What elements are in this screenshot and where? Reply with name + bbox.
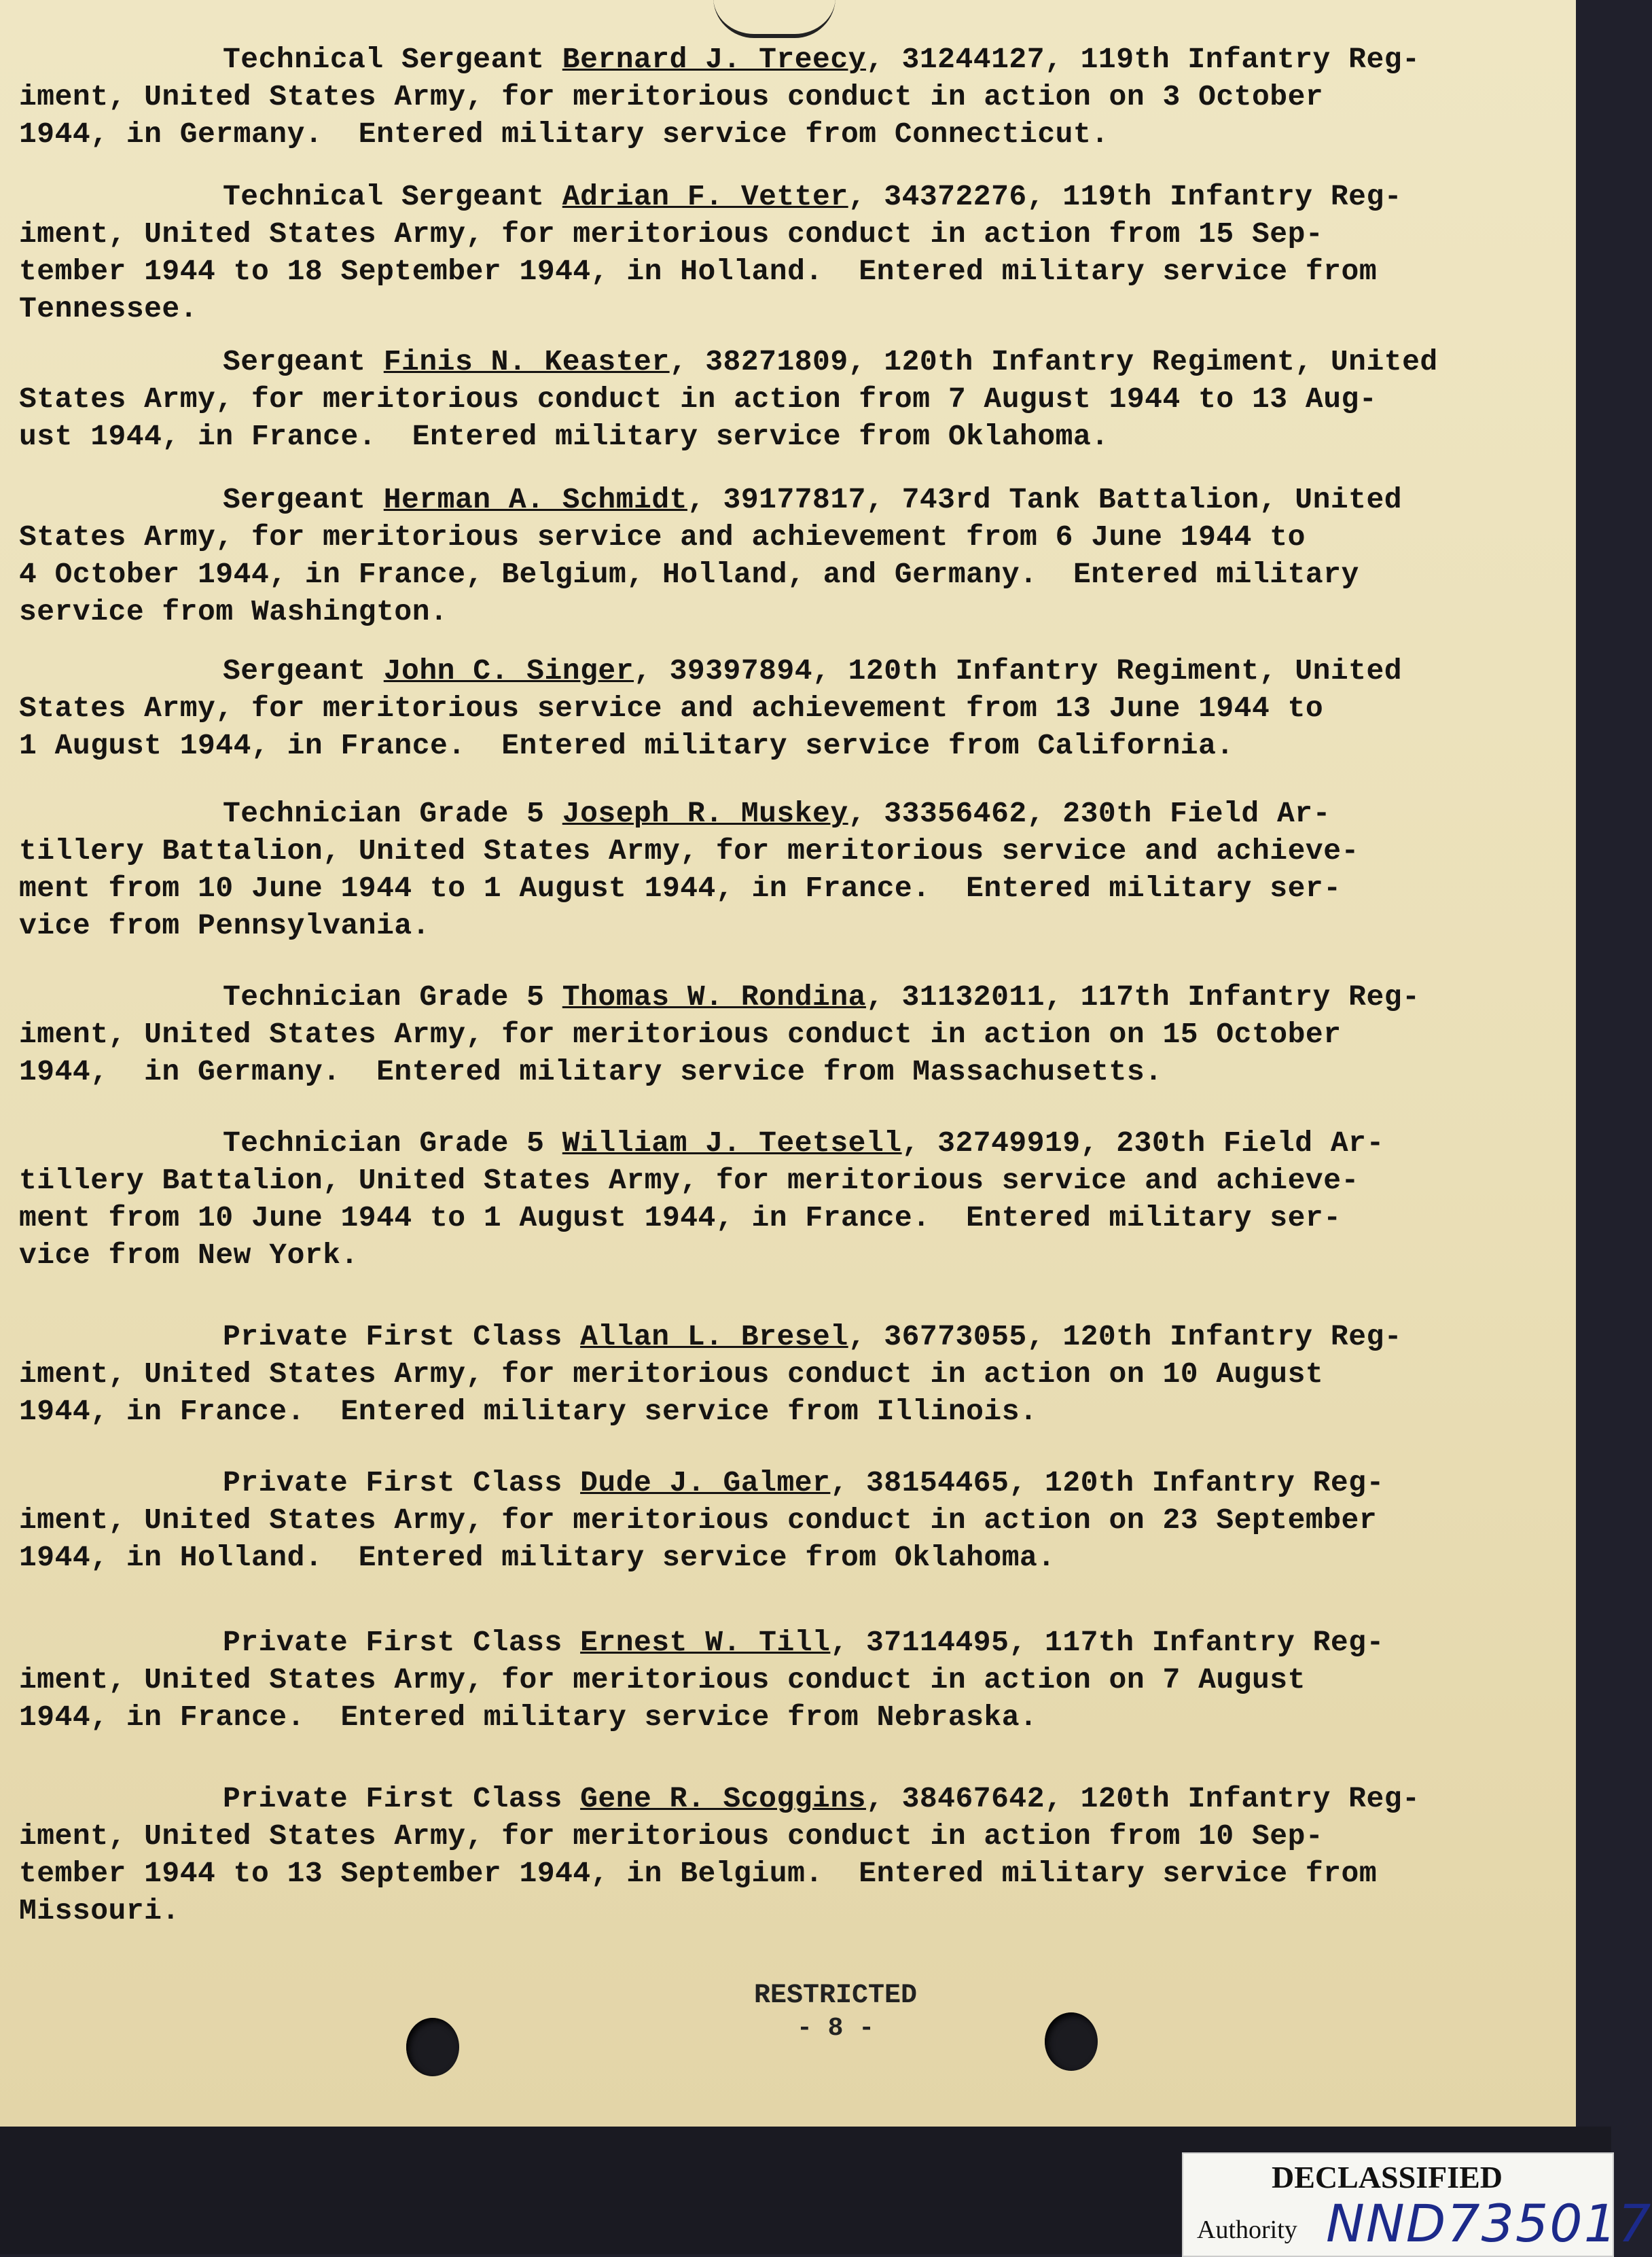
citation-soldier-name: Thomas W. Rondina	[562, 980, 866, 1014]
citation-first-line	[19, 178, 1418, 215]
citation-rank: Sergeant	[223, 345, 384, 378]
citation-soldier-name: Herman A. Schmidt	[383, 483, 687, 516]
punch-hole-left	[406, 2018, 459, 2076]
citation-line: 4 October 1944, in France, Belgium, Holland, and Germany. Entered military	[19, 558, 1359, 591]
citation-rank: Sergeant	[223, 483, 384, 516]
citation-details: , 37114495, 117th Infantry Reg-	[830, 1626, 1384, 1659]
citation-line: 1944, in Holland. Entered military service from Oklahoma.	[19, 1541, 1056, 1574]
stamp-title: DECLASSIFIED	[1272, 2160, 1503, 2194]
citation-rank: Technician Grade 5	[223, 1126, 562, 1160]
citation-line: iment, United States Army, for meritorious conduct in action on 15 October	[19, 1018, 1342, 1051]
citation-soldier-name: Joseph R. Muskey	[562, 797, 848, 830]
citation-soldier-name: William J. Teetsell	[562, 1126, 902, 1160]
header-handwritten-mark	[713, 0, 836, 38]
citation-line: 1944, in France. Entered military service from Nebraska.	[19, 1701, 1038, 1734]
citation-line: Missouri.	[19, 1894, 180, 1927]
citation-paragraph	[19, 1780, 1418, 1930]
citation-paragraph	[19, 978, 1418, 1090]
citation-line: 1944, in Germany. Entered military service from Massachusetts.	[19, 1055, 1163, 1088]
citation-line: ust 1944, in France. Entered military service from Oklahoma.	[19, 420, 1109, 453]
citation-first-line	[19, 1780, 1418, 1817]
citation-rank: Technician Grade 5	[223, 980, 562, 1014]
citation-line: Tennessee.	[19, 292, 198, 325]
citation-line: iment, United States Army, for meritorious conduct in action on 10 August	[19, 1357, 1324, 1391]
citation-paragraph	[19, 481, 1418, 630]
citation-first-line	[19, 343, 1438, 380]
citation-details: , 38467642, 120th Infantry Reg-	[865, 1782, 1420, 1815]
citation-details: , 32749919, 230th Field Ar-	[901, 1126, 1384, 1160]
citation-line: iment, United States Army, for meritorious conduct in action from 10 Sep-	[19, 1819, 1324, 1853]
citation-details: , 31244127, 119th Infantry Reg-	[865, 43, 1420, 76]
stamp-authority-number: NND735017	[1326, 2193, 1652, 2254]
citation-line: ment from 10 June 1944 to 1 August 1944, in France. Entered military ser-	[19, 1201, 1342, 1234]
citation-rank: Private First Class	[223, 1466, 581, 1499]
citation-soldier-name: Gene R. Scoggins	[580, 1782, 866, 1815]
citation-paragraph	[19, 1464, 1418, 1576]
citation-line: States Army, for meritorious conduct in action from 7 August 1944 to 13 Aug-	[19, 383, 1378, 416]
citation-line: tember 1944 to 18 September 1944, in Holland. Entered military service from	[19, 255, 1378, 288]
page-number: - 8 -	[796, 2014, 875, 2043]
citation-soldier-name: Ernest W. Till	[580, 1626, 831, 1659]
citation-soldier-name: Bernard J. Treecy	[562, 43, 866, 76]
citation-rank: Technical Sergeant	[223, 180, 562, 213]
citation-line: vice from New York.	[19, 1239, 359, 1272]
citation-first-line	[19, 652, 1418, 690]
citation-line: States Army, for meritorious service and achievement from 13 June 1944 to	[19, 692, 1324, 725]
declassified-stamp	[1182, 2152, 1652, 2257]
citation-soldier-name: John C. Singer	[383, 654, 634, 688]
citation-rank: Private First Class	[223, 1782, 581, 1815]
citation-details: , 33356462, 230th Field Ar-	[848, 797, 1331, 830]
punch-hole-right	[1045, 2012, 1098, 2071]
page-footer	[734, 1980, 937, 2043]
citation-line: tember 1944 to 13 September 1944, in Belgium. Entered military service from	[19, 1857, 1378, 1890]
citation-paragraph	[19, 41, 1418, 153]
citation-line: States Army, for meritorious service and achievement from 6 June 1944 to	[19, 520, 1306, 554]
citation-details: , 39397894, 120th Infantry Regiment, United	[634, 654, 1403, 688]
citation-rank: Private First Class	[223, 1626, 581, 1659]
citation-paragraph	[19, 652, 1418, 764]
citation-first-line	[19, 1318, 1418, 1355]
classification-marking: RESTRICTED	[753, 1980, 918, 2011]
citation-line: tillery Battalion, United States Army, for meritorious service and achieve-	[19, 834, 1359, 868]
citation-soldier-name: Adrian F. Vetter	[562, 180, 848, 213]
citation-details: , 31132011, 117th Infantry Reg-	[865, 980, 1420, 1014]
citation-details: , 39177817, 743rd Tank Battalion, United	[687, 483, 1403, 516]
stamp-authority-label: Authority	[1197, 2216, 1297, 2244]
citation-line: iment, United States Army, for meritorious conduct in action from 15 Sep-	[19, 217, 1324, 251]
citation-paragraph	[19, 795, 1418, 944]
citation-line: 1944, in Germany. Entered military service from Connecticut.	[19, 118, 1109, 151]
citation-rank: Private First Class	[223, 1320, 581, 1353]
citation-line: iment, United States Army, for meritorious conduct in action on 23 September	[19, 1504, 1378, 1537]
citation-first-line	[19, 481, 1418, 518]
citation-rank: Sergeant	[223, 654, 384, 688]
citation-line: iment, United States Army, for meritorious conduct in action on 3 October	[19, 80, 1324, 113]
citation-details: , 38154465, 120th Infantry Reg-	[830, 1466, 1384, 1499]
citation-first-line	[19, 41, 1418, 78]
citation-line: ment from 10 June 1944 to 1 August 1944, in France. Entered military ser-	[19, 872, 1342, 905]
citation-paragraph	[19, 178, 1418, 327]
citation-details: , 36773055, 120th Infantry Reg-	[848, 1320, 1403, 1353]
citation-rank: Technician Grade 5	[223, 797, 562, 830]
citation-line: 1 August 1944, in France. Entered military service from California.	[19, 729, 1234, 762]
citation-soldier-name: Allan L. Bresel	[580, 1320, 848, 1353]
citation-details: , 34372276, 119th Infantry Reg-	[848, 180, 1403, 213]
citation-paragraph	[19, 1124, 1418, 1274]
citation-line: vice from Pennsylvania.	[19, 909, 430, 942]
citation-line: tillery Battalion, United States Army, for meritorious service and achieve-	[19, 1164, 1359, 1197]
citation-soldier-name: Finis N. Keaster	[383, 345, 670, 378]
citation-line: service from Washington.	[19, 595, 448, 628]
citation-paragraph	[19, 1624, 1418, 1736]
citation-paragraph	[19, 343, 1438, 455]
citation-line: iment, United States Army, for meritorious conduct in action on 7 August	[19, 1663, 1306, 1696]
citation-paragraph	[19, 1318, 1418, 1430]
citation-first-line	[19, 795, 1418, 832]
citation-first-line	[19, 978, 1418, 1016]
citation-rank: Technical Sergeant	[223, 43, 562, 76]
citation-first-line	[19, 1124, 1418, 1162]
citation-first-line	[19, 1464, 1418, 1501]
citation-line: 1944, in France. Entered military service from Illinois.	[19, 1395, 1038, 1428]
citation-first-line	[19, 1624, 1418, 1661]
citation-details: , 38271809, 120th Infantry Regiment, United	[669, 345, 1438, 378]
citation-soldier-name: Dude J. Galmer	[580, 1466, 831, 1499]
